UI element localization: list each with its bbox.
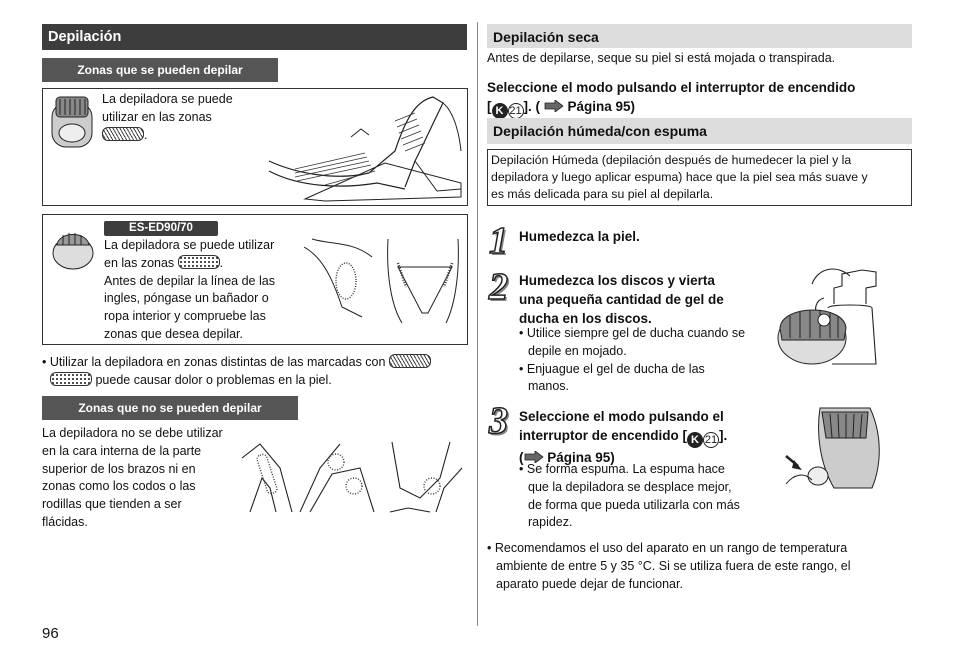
step-3-bullet-c: de forma que pueda utilizarla con más [528, 497, 740, 512]
header-depilacion-seca: Depilación seca [487, 24, 912, 48]
bracket-close: ]. ( [523, 99, 540, 115]
step-2-bullet-2b: manos. [528, 379, 569, 394]
legs-illustration [265, 91, 465, 203]
step-2-line-2: una pequeña cantidad de gel de [519, 292, 724, 308]
nozones-text [42, 425, 242, 532]
gel-bottle-illustration [772, 264, 884, 368]
dry-instruction [487, 78, 912, 119]
step-number-3: 3 [489, 400, 508, 442]
step-1-text: Humedezca la piel. [519, 229, 640, 244]
step-3-bullet-a: Se forma espuma. La espuma hace [526, 462, 725, 476]
section-title-depilacion: Depilación [42, 24, 467, 50]
dry-page-ref: Página 95) [567, 99, 636, 115]
wet-box-line-2: depiladora y luego aplicar espuma) hace que la piel sea más suave y [491, 170, 868, 185]
wet-box-line-3: es más delicada para su piel al depilarla. [491, 187, 714, 202]
zones-box-1 [42, 88, 468, 206]
dry-text: Antes de depilarse, seque su piel si está mojada o transpirada. [487, 51, 836, 65]
step-3-paren: ( [519, 450, 524, 466]
wet-box-line-1: Depilación Húmeda (depilación después de humedecer la piel y la [491, 153, 852, 167]
step-3-line-2-end: ]. [719, 428, 728, 444]
box1-text [102, 91, 282, 144]
subheader-zonas-depilar: Zonas que se pueden depilar [42, 58, 278, 82]
header-depilacion-humeda: Depilación húmeda/con espuma [487, 118, 912, 144]
box2-line-4: ingles, póngase un bañador o [104, 291, 269, 306]
box2-line-3: Antes de depilar la línea de las [104, 273, 275, 288]
nozones-line-3: superior de los brazos ni en [42, 461, 196, 476]
note-line-3: aparato puede dejar de funcionar. [496, 576, 683, 591]
step-2-text [519, 271, 769, 328]
dotted-zone-icon [178, 255, 220, 269]
step-3-bullets: • Se forma espuma. La espuma hace que la depiladora se desplace mejor, de forma que pueda utilizarla con más rapidez. [519, 461, 779, 532]
step-2-line-3: ducha en los discos. [519, 311, 652, 327]
dotted-zone-icon-2 [50, 372, 92, 386]
box2-line-6: zonas que desea depilar. [104, 326, 243, 341]
dry-instruction-line-1: Seleccione el modo pulsando el interruptor de encendido [487, 80, 856, 95]
power-switch-illustration [784, 404, 884, 490]
step-2-bullet-1b: depile en mojado. [528, 343, 627, 358]
zones-box-2 [42, 214, 468, 345]
hatched-zone-icon [102, 127, 144, 141]
hatched-zone-icon-2 [389, 354, 431, 368]
subheader-zonas-no-depilar: Zonas que no se pueden depilar [42, 396, 298, 420]
model-badge: ES-ED90/70 [104, 221, 218, 236]
step-3-line-2: interruptor de encendido [ [519, 428, 688, 444]
note-line-1: Recomendamos el uso del aparato en un rango de temperatura [494, 541, 848, 555]
nozones-line-4: zonas como los codos o las [42, 479, 196, 494]
step-3-bullet-b: que la depiladora se desplace mejor, [528, 479, 732, 494]
column-divider [477, 22, 478, 626]
k-mode-icon: K [492, 103, 508, 119]
step-2-bullets: • Utilice siempre gel de ducha cuando se depile en mojado. • Enjuague el gel de ducha de las manos. [519, 325, 769, 396]
bracket-open: [ [487, 99, 492, 115]
wet-info-box [487, 149, 912, 206]
step-3-bullet-d: rapidez. [528, 515, 573, 530]
step-3-page-ref: Página 95) [547, 450, 615, 466]
box2-text [104, 237, 294, 344]
underarm-bikini-illustration [302, 237, 462, 323]
step-3-text [519, 407, 779, 467]
box1-line-1: La depiladora se puede [102, 92, 233, 106]
arrow-right-icon [544, 100, 564, 112]
box2-line-2: en las zonas [104, 255, 175, 270]
box2-line-1: La depiladora se puede utilizar [104, 238, 275, 252]
box1-period: . [144, 127, 148, 142]
step-3-line-1: Seleccione el modo pulsando el [519, 409, 724, 424]
box2-line-5: ropa interior y compruebe las [104, 309, 266, 323]
step-2-bullet-1a: Utilice siempre gel de ducha cuando se [526, 326, 746, 340]
box2-period: . [219, 255, 224, 270]
warning-text-2: puede causar dolor o problemas en la piel. [95, 372, 332, 387]
nozones-line-6: flácidas. [42, 514, 88, 529]
nozones-line-1: La depiladora no se debe utilizar [42, 426, 223, 440]
page-21-icon-2: 21 [704, 434, 718, 447]
warning-text-1: Utilizar la depiladora en zonas distintas de las marcadas con [49, 355, 386, 369]
step-2-line-1: Humedezca los discos y vierta [519, 273, 715, 288]
step-2-bullet-2a: Enjuague el gel de ducha de las [526, 361, 705, 376]
box1-line-2: utilizar en las zonas [102, 109, 212, 124]
nozones-line-2: en la cara interna de la parte [42, 443, 202, 458]
nozones-line-5: rodillas que tienden a ser [42, 497, 182, 511]
epilator-cap-icon [51, 223, 95, 271]
epilator-head-icon [49, 93, 95, 151]
step-number-1: 1 [489, 220, 508, 262]
k-mode-icon-2: K [687, 432, 703, 448]
warning-note: • Utilizar la depiladora en zonas distintas de las marcadas con puede causar dolor o problemas en la piel. [42, 354, 468, 390]
forbidden-zones-illustration [240, 438, 466, 514]
temperature-note: • Recomendamos el uso del aparato en un rango de temperatura ambiente de entre 5 y 35 °C. Si se utiliza fuera de este rango, el aparato puede dejar de funcionar. [487, 540, 912, 593]
page-21-icon: 21 [509, 105, 522, 118]
page-number: 96 [42, 625, 59, 642]
note-line-2: ambiente de entre 5 y 35 °C. Si se utiliza fuera de este rango, el [496, 558, 851, 573]
step-number-2: 2 [489, 266, 508, 308]
